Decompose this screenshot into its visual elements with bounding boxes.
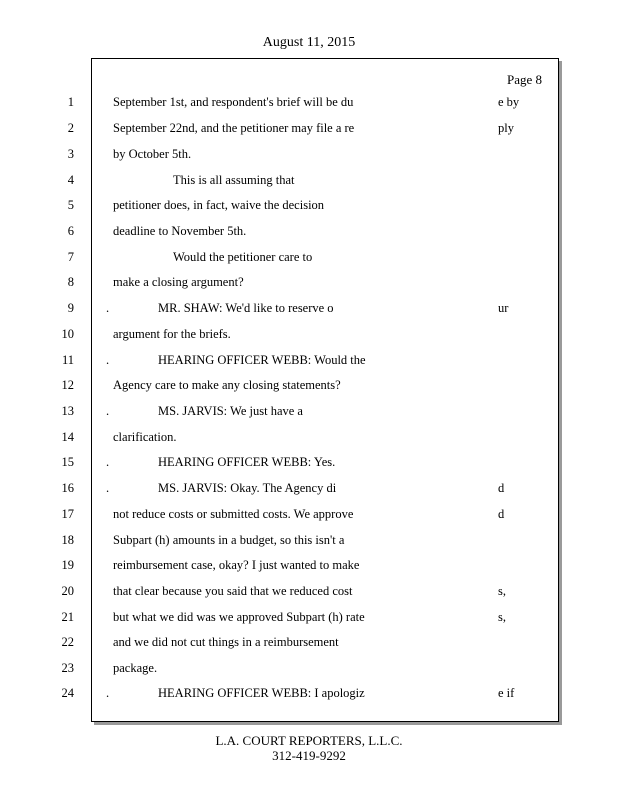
line-number: 3 xyxy=(67,147,74,161)
line-text: deadline to November 5th. xyxy=(113,224,247,238)
page-number: Page 8 xyxy=(506,72,542,87)
line-text: make a closing argument? xyxy=(113,275,244,289)
line-number: 12 xyxy=(61,378,74,392)
line-text: Subpart (h) amounts in a budget, so this isn't a xyxy=(113,533,345,547)
line-number: 7 xyxy=(67,250,74,264)
line-text: MR. SHAW: We'd like to reserve o xyxy=(158,301,334,315)
line-text: that clear because you said that we reduced cost xyxy=(113,584,353,598)
line-text: package. xyxy=(113,661,158,675)
line-text: Would the petitioner care to xyxy=(173,250,313,264)
line-text: petitioner does, in fact, waive the decision xyxy=(113,198,325,212)
line-number: 10 xyxy=(61,327,74,341)
line-text: September 1st, and respondent's brief will be du xyxy=(113,95,354,109)
line-number: 13 xyxy=(61,404,74,418)
line-number: 18 xyxy=(61,533,74,547)
transcript-page xyxy=(61,58,559,722)
line-text: argument for the briefs. xyxy=(113,327,231,341)
line-text: HEARING OFFICER WEBB: I apologiz xyxy=(158,686,365,700)
line-number: 16 xyxy=(61,481,74,495)
line-number: 4 xyxy=(67,173,74,187)
line-text: not reduce costs or submitted costs. We approve xyxy=(113,507,354,521)
company-name: L.A. COURT REPORTERS, L.L.C. xyxy=(215,733,403,748)
line-continuation: s, xyxy=(498,584,506,598)
line-number: 1 xyxy=(67,95,74,109)
reporter-footer xyxy=(0,733,618,763)
line-text: by October 5th. xyxy=(113,147,192,161)
line-text: and we did not cut things in a reimbursement xyxy=(113,635,339,649)
speaker-marker: . xyxy=(106,455,110,469)
transcript-date: August 11, 2015 xyxy=(262,35,356,50)
speaker-marker: . xyxy=(106,686,110,700)
line-number: 8 xyxy=(67,275,74,289)
line-continuation: d xyxy=(498,481,505,495)
line-number: 22 xyxy=(61,635,74,649)
line-number: 6 xyxy=(67,224,74,238)
line-text: MS. JARVIS: We just have a xyxy=(158,404,303,418)
line-continuation: e if xyxy=(498,686,515,700)
line-number: 2 xyxy=(67,121,74,135)
line-text: clarification. xyxy=(113,430,177,444)
line-number: 20 xyxy=(61,584,74,598)
line-text: HEARING OFFICER WEBB: Yes. xyxy=(158,455,336,469)
line-number: 9 xyxy=(67,301,74,315)
speaker-marker: . xyxy=(106,353,110,367)
line-text: This is all assuming that xyxy=(173,173,295,187)
line-continuation: d xyxy=(498,507,505,521)
company-phone: 312-419-9292 xyxy=(272,748,346,763)
line-number: 14 xyxy=(61,430,74,444)
line-continuation: ur xyxy=(498,301,509,315)
line-text: reimbursement case, okay? I just wanted to make xyxy=(113,558,360,572)
line-continuation: e by xyxy=(498,95,520,109)
line-text: but what we did was we approved Subpart (h) rate xyxy=(113,610,365,624)
line-number: 15 xyxy=(61,455,74,469)
line-number: 24 xyxy=(61,686,74,700)
speaker-marker: . xyxy=(106,481,110,495)
line-text: September 22nd, and the petitioner may file a re xyxy=(113,121,355,135)
speaker-marker: . xyxy=(106,301,110,315)
line-number: 5 xyxy=(67,198,74,212)
line-number: 17 xyxy=(61,507,74,521)
line-number: 23 xyxy=(61,661,74,675)
line-number: 21 xyxy=(61,610,74,624)
line-number: 19 xyxy=(61,558,74,572)
line-text: MS. JARVIS: Okay. The Agency di xyxy=(158,481,337,495)
speaker-marker: . xyxy=(106,404,110,418)
line-number: 11 xyxy=(61,353,74,367)
line-continuation: s, xyxy=(498,610,506,624)
line-continuation: ply xyxy=(498,121,514,135)
line-text: HEARING OFFICER WEBB: Would the xyxy=(158,353,366,367)
line-text: Agency care to make any closing statements? xyxy=(113,378,341,392)
